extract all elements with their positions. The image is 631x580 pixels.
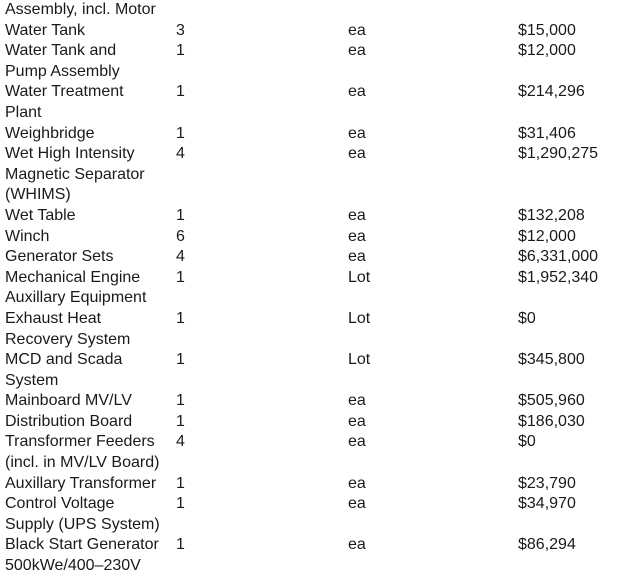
table-row xyxy=(5,227,625,248)
table-row xyxy=(5,535,625,576)
row-quantity: 4 xyxy=(176,433,185,451)
row-description-line: Plant xyxy=(5,103,42,121)
table-row xyxy=(5,432,625,473)
row-description-line: (incl. in MV/LV Board) xyxy=(5,454,160,472)
table-row xyxy=(5,144,625,206)
row-quantity: 1 xyxy=(176,83,185,101)
table-row xyxy=(5,350,625,391)
row-description-line: Auxillary Equipment xyxy=(5,289,147,307)
row-description-line: Transformer Feeders xyxy=(5,433,155,451)
row-description-line: Distribution Board xyxy=(5,412,133,430)
table-row-fragment xyxy=(5,0,625,21)
row-description-line: Recovery System xyxy=(5,330,131,348)
row-description-line: Weighbridge xyxy=(5,124,95,142)
table-row xyxy=(5,124,625,145)
row-description-line: System xyxy=(5,371,59,389)
row-cost: $214,296 xyxy=(518,83,585,101)
row-description-line: MCD and Scada xyxy=(5,351,123,369)
table-row xyxy=(5,412,625,433)
row-cost: $186,030 xyxy=(518,412,585,430)
row-cost: $0 xyxy=(518,433,536,451)
row-cost: $0 xyxy=(518,309,536,327)
row-description-line: Magnetic Separator xyxy=(5,165,145,183)
row-quantity: 4 xyxy=(176,248,185,266)
row-description-line: Mechanical Engine xyxy=(5,268,141,286)
table-row xyxy=(5,206,625,227)
row-quantity: 1 xyxy=(176,42,185,60)
row-quantity: 1 xyxy=(176,351,185,369)
row-quantity: 1 xyxy=(176,124,185,142)
row-description-line: Water Tank and xyxy=(5,42,117,60)
row-cost: $1,952,340 xyxy=(518,268,599,286)
row-unit: ea xyxy=(348,124,366,142)
row-unit: ea xyxy=(348,433,366,451)
row-description-line: Exhaust Heat xyxy=(5,309,102,327)
row-unit: ea xyxy=(348,21,366,39)
table-body xyxy=(5,21,625,577)
row-unit: ea xyxy=(348,248,366,266)
row-description-line: Mainboard MV/LV xyxy=(5,392,132,410)
row-quantity: 1 xyxy=(176,474,185,492)
table-row xyxy=(5,474,625,495)
row-unit: ea xyxy=(348,42,366,60)
row-cost: $86,294 xyxy=(518,536,576,554)
row-description-line: Generator Sets xyxy=(5,248,114,266)
row-cost: $23,790 xyxy=(518,474,576,492)
row-cost: $6,331,000 xyxy=(518,248,599,266)
row-quantity: 1 xyxy=(176,206,185,224)
table-row xyxy=(5,309,625,350)
row-description-line: Wet High Intensity xyxy=(5,145,135,163)
row-cost: $12,000 xyxy=(518,42,576,60)
row-quantity: 3 xyxy=(176,21,185,39)
table-row xyxy=(5,21,625,42)
row-quantity: 6 xyxy=(176,227,185,245)
row-unit: Lot xyxy=(348,309,371,327)
row-description-line: Water Tank xyxy=(5,21,86,39)
row-description-line: Winch xyxy=(5,227,50,245)
row-quantity: 4 xyxy=(176,145,185,163)
table-row xyxy=(5,391,625,412)
row-quantity: 1 xyxy=(176,268,185,286)
row-quantity: 1 xyxy=(176,495,185,513)
row-unit: ea xyxy=(348,412,366,430)
row-unit: ea xyxy=(348,206,366,224)
row-description-line: Black Start Generator xyxy=(5,536,159,554)
row-cost: $1,290,275 xyxy=(518,145,599,163)
table-row xyxy=(5,82,625,123)
equipment-cost-table xyxy=(5,0,625,577)
row-description-line: Pump Assembly xyxy=(5,62,120,80)
row-description-line: Water Treatment xyxy=(5,83,124,101)
row-cost: $505,960 xyxy=(518,392,585,410)
row-cost: $31,406 xyxy=(518,124,576,142)
row-description-line: (WHIMS) xyxy=(5,186,71,204)
row-cost: $12,000 xyxy=(518,227,576,245)
row-unit: ea xyxy=(348,83,366,101)
row-unit: ea xyxy=(348,145,366,163)
row-unit: ea xyxy=(348,227,366,245)
table-row xyxy=(5,247,625,268)
row-quantity: 1 xyxy=(176,412,185,430)
table-row xyxy=(5,268,625,309)
row-description-line: Supply (UPS System) xyxy=(5,515,160,533)
row-quantity: 1 xyxy=(176,309,185,327)
row-quantity: 1 xyxy=(176,392,185,410)
row-unit: Lot xyxy=(348,268,371,286)
row-unit: Lot xyxy=(348,351,371,369)
row-cost: $15,000 xyxy=(518,21,576,39)
table-row xyxy=(5,41,625,82)
row-description-line: Assembly, incl. Motor xyxy=(5,1,156,18)
row-unit: ea xyxy=(348,495,366,513)
table-row xyxy=(5,494,625,535)
row-cost: $345,800 xyxy=(518,351,585,369)
row-unit: ea xyxy=(348,536,366,554)
row-cost: $34,970 xyxy=(518,495,576,513)
row-quantity: 1 xyxy=(176,536,185,554)
row-description-line: 500kWe/400–230V xyxy=(5,557,141,575)
row-description-line: Auxillary Transformer xyxy=(5,474,157,492)
row-unit: ea xyxy=(348,474,366,492)
row-cost: $132,208 xyxy=(518,206,585,224)
row-description-line: Control Voltage xyxy=(5,495,115,513)
row-description-line: Wet Table xyxy=(5,206,76,224)
row-unit: ea xyxy=(348,392,366,410)
